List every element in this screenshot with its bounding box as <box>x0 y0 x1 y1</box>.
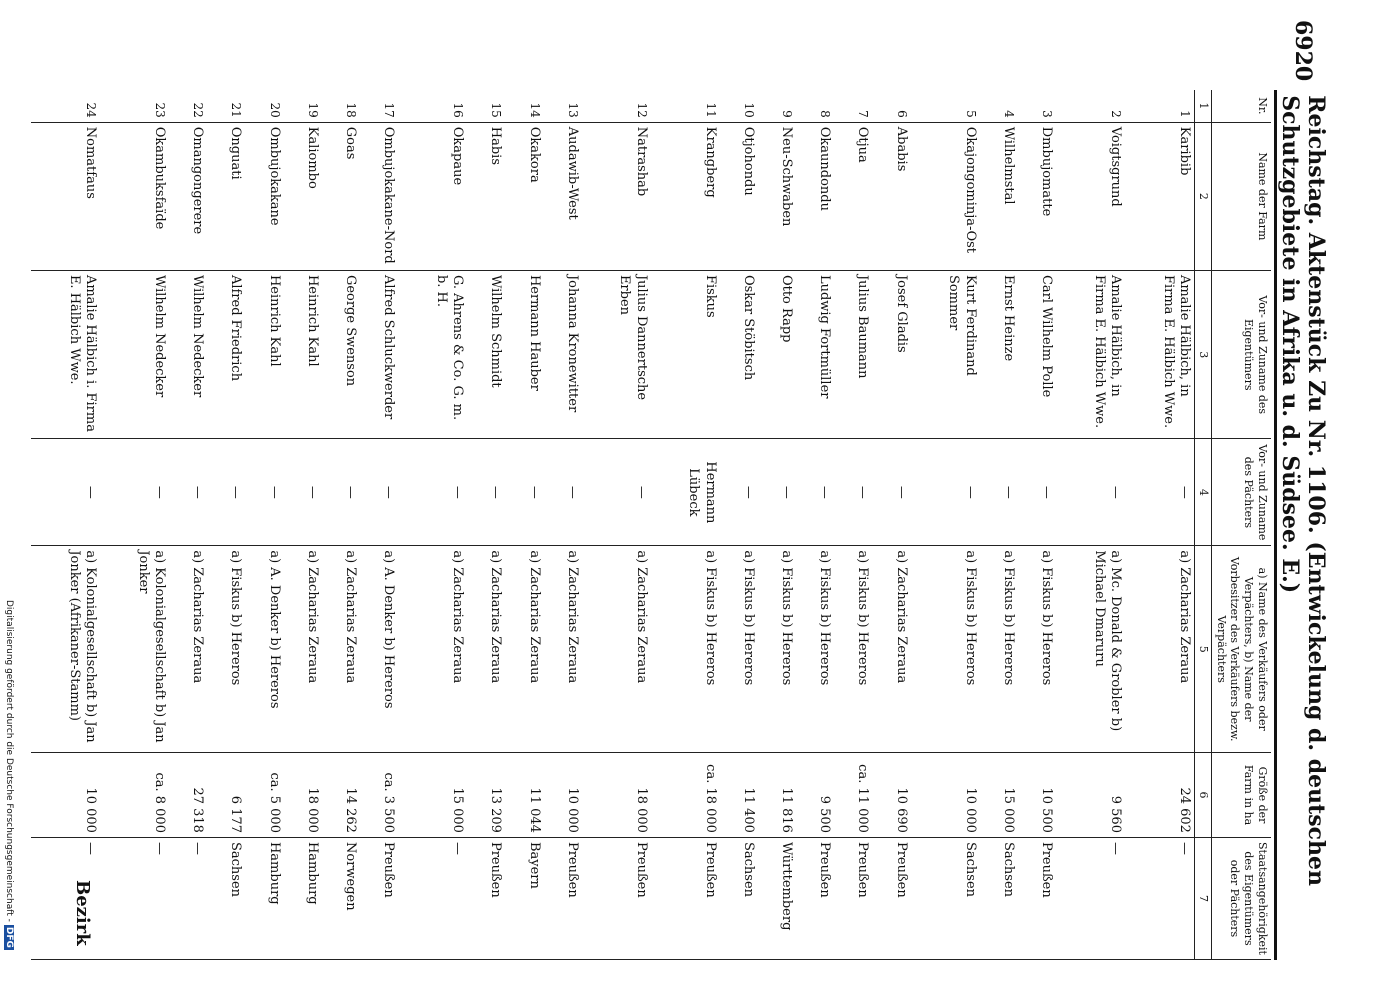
cell-nr: 21 <box>207 90 245 122</box>
cell-nat: — <box>31 837 100 959</box>
cell-pacht: — <box>872 439 910 546</box>
cell-nr: 13 <box>544 90 582 122</box>
table-row <box>207 90 245 960</box>
column-number: 7 <box>1195 837 1212 959</box>
table-row <box>544 90 582 960</box>
table-row <box>1056 90 1125 960</box>
cell-seller: a) Mc. Donald & Grobler b) Michael Dmaruru <box>1056 546 1125 753</box>
cell-seller: a) Zacharias Zeraua <box>322 546 360 753</box>
cell-owner: Julius Baumann <box>834 270 872 439</box>
cell-nr: 23 <box>100 90 169 122</box>
cell-seller: a) A. Denker b) Hereros <box>360 546 398 753</box>
cell-seller: a) Fiskus b) Hereros <box>1018 546 1056 753</box>
column-number: 5 <box>1195 546 1212 753</box>
cell-size: 11 816 <box>758 753 796 838</box>
table-row <box>796 90 834 960</box>
cell-owner: George Swenson <box>322 270 360 439</box>
cell-owner: Julius Dannertsche Erben <box>582 270 651 439</box>
cell-pacht: — <box>100 439 169 546</box>
table-row <box>582 90 651 960</box>
header-rule <box>1274 90 1277 960</box>
cell-nat: Preußen <box>872 837 910 959</box>
table-row <box>651 90 720 960</box>
cell-size: 27 318 <box>169 753 207 838</box>
cell-farm: Omangongerere <box>169 122 207 270</box>
cell-seller: a) Fiskus b) Hereros <box>834 546 872 753</box>
table-row <box>169 90 207 960</box>
cell-farm: Goas <box>322 122 360 270</box>
cell-seller: a) Zacharias Zeraua <box>169 546 207 753</box>
cell-owner: Hermann Hauber <box>505 270 543 439</box>
table-row <box>322 90 360 960</box>
cell-pacht: — <box>834 439 872 546</box>
cell-owner: Alfred Friedrich <box>207 270 245 439</box>
table-row <box>1018 90 1056 960</box>
cell-farm: Okapaue <box>398 122 467 270</box>
cell-farm: Ababis <box>872 122 910 270</box>
cell-owner: Alfred Schluckwerder <box>360 270 398 439</box>
region-label: Bezirk <box>72 880 93 946</box>
farm-table <box>31 90 1271 960</box>
table-row <box>758 90 796 960</box>
cell-owner: Kurt Ferdinand Sommer <box>911 270 980 439</box>
table-row <box>467 90 505 960</box>
cell-farm: Kaliombo <box>284 122 322 270</box>
cell-owner: Amalie Hälbich, in Firma E. Hälbich Wwe. <box>1056 270 1125 439</box>
cell-size: ca. 3 500 <box>360 753 398 838</box>
cell-nr: 8 <box>796 90 834 122</box>
column-number: 6 <box>1195 753 1212 838</box>
cell-nr: 12 <box>582 90 651 122</box>
cell-nr: 7 <box>834 90 872 122</box>
column-number: 3 <box>1195 270 1212 439</box>
cell-seller: a) Fiskus b) Hereros <box>980 546 1018 753</box>
cell-seller: a) Fiskus b) Hereros <box>651 546 720 753</box>
cell-seller: a) Zacharias Zeraua <box>284 546 322 753</box>
cell-pacht: — <box>284 439 322 546</box>
table-row <box>872 90 910 960</box>
cell-nr: 14 <box>505 90 543 122</box>
cell-pacht: — <box>1056 439 1125 546</box>
cell-farm: Okaundondu <box>796 122 834 270</box>
cell-nat: — <box>1056 837 1125 959</box>
cell-nr: 22 <box>169 90 207 122</box>
cell-owner: Josef Gladis <box>872 270 910 439</box>
cell-pacht: — <box>31 439 100 546</box>
cell-seller: a) Fiskus b) Hereros <box>911 546 980 753</box>
cell-nat: Preußen <box>360 837 398 959</box>
table-row <box>505 90 543 960</box>
table-row <box>360 90 398 960</box>
cell-nat: Preußen <box>544 837 582 959</box>
cell-farm: Ombujokakane-Nord <box>360 122 398 270</box>
cell-nat: Sachsen <box>911 837 980 959</box>
cell-nr: 9 <box>758 90 796 122</box>
cell-owner: Wilhelm Nedecker <box>100 270 169 439</box>
cell-nat: — <box>1125 837 1195 959</box>
table-row <box>1125 90 1195 960</box>
cell-pacht: — <box>467 439 505 546</box>
cell-nat: Preußen <box>1018 837 1056 959</box>
cell-farm: Habis <box>467 122 505 270</box>
dfg-logo: DFG <box>4 926 14 948</box>
cell-size: 10 000 <box>911 753 980 838</box>
col-header-size: Größe der Farm in ha <box>1212 753 1272 838</box>
cell-nat: Preußen <box>467 837 505 959</box>
cell-pacht: — <box>796 439 834 546</box>
cell-farm: Audawib-West <box>544 122 582 270</box>
cell-size: 14 262 <box>322 753 360 838</box>
cell-nat: Hamburg <box>245 837 283 959</box>
cell-farm: Ombujokakane <box>245 122 283 270</box>
cell-farm: Otjua <box>834 122 872 270</box>
cell-nat: Preußen <box>796 837 834 959</box>
col-header-seller: a) Name des Verkäufers oder Verpächters, b) Name der Vorbesitzer des Verkäufers bezw. Verpächters <box>1212 546 1272 753</box>
table-body <box>31 90 1195 960</box>
cell-owner: Fiskus <box>651 270 720 439</box>
cell-size: 11 044 <box>505 753 543 838</box>
credit-text: Digitalisierung gefördert durch die Deutsche Forschungsgemeinschaft - <box>4 600 14 922</box>
cell-owner: Ludwig Fortmüller <box>796 270 834 439</box>
table-row <box>720 90 758 960</box>
cell-seller: a) Zacharias Zeraua <box>398 546 467 753</box>
table-row <box>284 90 322 960</box>
cell-nat: — <box>100 837 169 959</box>
cell-pacht: — <box>360 439 398 546</box>
col-header-nr: Nr. <box>1212 90 1272 122</box>
column-number: 1 <box>1195 90 1212 122</box>
cell-seller: a) Fiskus b) Hereros <box>758 546 796 753</box>
page-title: Reichstag. Aktenstück Zu Nr. 1106. (Entwickelung d. deutschen Schutzgebiete in Afrika u. d. Südsee. E.) <box>1277 95 1329 886</box>
cell-farm: Okakora <box>505 122 543 270</box>
cell-pacht: — <box>505 439 543 546</box>
cell-nat: Preußen <box>651 837 720 959</box>
cell-nr: 17 <box>360 90 398 122</box>
cell-owner: Heinrich Kahl <box>245 270 283 439</box>
cell-farm: Okambuksfaïde <box>100 122 169 270</box>
cell-seller: a) Zacharias Zeraua <box>582 546 651 753</box>
column-number: 4 <box>1195 439 1212 546</box>
table-header-row <box>1212 90 1272 960</box>
cell-seller: a) Zacharias Zeraua <box>544 546 582 753</box>
table-row <box>834 90 872 960</box>
cell-nr: 19 <box>284 90 322 122</box>
cell-pacht: — <box>245 439 283 546</box>
table-row <box>398 90 467 960</box>
cell-pacht: Hermann Lübeck <box>651 439 720 546</box>
cell-owner: Carl Wilhelm Polle <box>1018 270 1056 439</box>
cell-seller: a) Fiskus b) Hereros <box>207 546 245 753</box>
cell-owner: Heinrich Kahl <box>284 270 322 439</box>
cell-nr: 10 <box>720 90 758 122</box>
cell-pacht: — <box>911 439 980 546</box>
column-number-row <box>1195 90 1212 960</box>
cell-pacht: — <box>544 439 582 546</box>
cell-farm: Onguati <box>207 122 245 270</box>
cell-owner: Johanna Kronewitter <box>544 270 582 439</box>
cell-owner: Oskar Stöbitsch <box>720 270 758 439</box>
cell-size: 18 000 <box>582 753 651 838</box>
cell-size: 15 000 <box>980 753 1018 838</box>
cell-pacht: — <box>720 439 758 546</box>
column-number: 2 <box>1195 122 1212 270</box>
cell-owner: G. Ahrens & Co. G. m. b. H. <box>398 270 467 439</box>
page-number: 6920 <box>1290 20 1316 82</box>
table-row <box>31 90 100 960</box>
cell-nat: — <box>398 837 467 959</box>
cell-nr: 3 <box>1018 90 1056 122</box>
cell-nr: 2 <box>1056 90 1125 122</box>
col-header-owner: Vor- und Zuname des Eigentümers <box>1212 270 1272 439</box>
cell-owner: Amalie Hälbich, in Firma E. Hälbich Wwe. <box>1125 270 1195 439</box>
page-header <box>1277 20 1329 980</box>
cell-farm: Karibib <box>1125 122 1195 270</box>
cell-farm: Neu-Schwaben <box>758 122 796 270</box>
cell-size: 10 690 <box>872 753 910 838</box>
cell-pacht: — <box>169 439 207 546</box>
cell-nr: 18 <box>322 90 360 122</box>
cell-pacht: — <box>980 439 1018 546</box>
cell-nat: Württemberg <box>758 837 796 959</box>
cell-nr: 24 <box>31 90 100 122</box>
cell-seller: a) Zacharias Zeraua <box>872 546 910 753</box>
cell-seller: a) Zacharias Zeraua <box>505 546 543 753</box>
cell-nat: Norwegen <box>322 837 360 959</box>
cell-owner: Wilhelm Schmidt <box>467 270 505 439</box>
cell-size: ca. 8 000 <box>100 753 169 838</box>
cell-seller: a) Fiskus b) Hereros <box>720 546 758 753</box>
cell-farm: Wilhelmstal <box>980 122 1018 270</box>
cell-nr: 1 <box>1125 90 1195 122</box>
cell-size: 10 000 <box>31 753 100 838</box>
cell-farm: Nomatfaus <box>31 122 100 270</box>
cell-size: ca. 11 000 <box>834 753 872 838</box>
cell-size: 15 000 <box>398 753 467 838</box>
cell-farm: Otjohondu <box>720 122 758 270</box>
cell-farm: Okajongominja-Ost <box>911 122 980 270</box>
cell-nat: Sachsen <box>207 837 245 959</box>
cell-size: 9 500 <box>796 753 834 838</box>
cell-nat: Preußen <box>582 837 651 959</box>
table-row <box>911 90 980 960</box>
cell-pacht: — <box>322 439 360 546</box>
cell-seller: a) Kolonialgesellschaft b) Jan Jonker (Afrikaner-Stamm) <box>31 546 100 753</box>
cell-nat: Hamburg <box>284 837 322 959</box>
cell-size: 24 602 <box>1125 753 1195 838</box>
cell-farm: Dmbujomatte <box>1018 122 1056 270</box>
col-header-pacht: Vor- und Zuname des Pächters <box>1212 439 1272 546</box>
cell-owner: Otto Rapp <box>758 270 796 439</box>
cell-nr: 20 <box>245 90 283 122</box>
cell-seller: a) Zacharias Zeraua <box>467 546 505 753</box>
cell-size: 18 000 <box>284 753 322 838</box>
cell-farm: Voigtsgrund <box>1056 122 1125 270</box>
cell-size: 10 000 <box>544 753 582 838</box>
cell-seller: a) Fiskus b) Hereros <box>796 546 834 753</box>
cell-pacht: — <box>398 439 467 546</box>
cell-pacht: — <box>758 439 796 546</box>
cell-size: ca. 18 000 <box>651 753 720 838</box>
table-row <box>100 90 169 960</box>
cell-owner: Amalie Hälbich i. Firma E. Hälbich Wwe. <box>31 270 100 439</box>
cell-size: 11 400 <box>720 753 758 838</box>
cell-owner: Wilhelm Nedecker <box>169 270 207 439</box>
cell-size: 6 177 <box>207 753 245 838</box>
cell-pacht: — <box>1125 439 1195 546</box>
cell-nat: Preußen <box>834 837 872 959</box>
col-header-farm: Name der Farm <box>1212 122 1272 270</box>
cell-nr: 16 <box>398 90 467 122</box>
cell-nr: 5 <box>911 90 980 122</box>
cell-nat: — <box>169 837 207 959</box>
cell-farm: Natrashab <box>582 122 651 270</box>
cell-seller: a) Zacharias Zeraua <box>1125 546 1195 753</box>
cell-size: ca. 5 000 <box>245 753 283 838</box>
cell-pacht: — <box>1018 439 1056 546</box>
cell-nr: 6 <box>872 90 910 122</box>
cell-size: 9 560 <box>1056 753 1125 838</box>
cell-pacht: — <box>582 439 651 546</box>
cell-seller: a) A. Denker b) Hereros <box>245 546 283 753</box>
cell-seller: a) Kolonialgesellschaft b) Jan Jonker <box>100 546 169 753</box>
cell-nat: Sachsen <box>720 837 758 959</box>
table-row <box>245 90 283 960</box>
cell-farm: Krangberg <box>651 122 720 270</box>
cell-size: 13 209 <box>467 753 505 838</box>
cell-size: 10 500 <box>1018 753 1056 838</box>
cell-nat: Sachsen <box>980 837 1018 959</box>
col-header-nationality: Staatsangehörigkeit des Eigentümers oder Pächters <box>1212 837 1272 959</box>
cell-pacht: — <box>207 439 245 546</box>
cell-nr: 15 <box>467 90 505 122</box>
table-row <box>980 90 1018 960</box>
cell-nr: 4 <box>980 90 1018 122</box>
cell-owner: Ernst Heinze <box>980 270 1018 439</box>
cell-nat: Bayern <box>505 837 543 959</box>
cell-nr: 11 <box>651 90 720 122</box>
digitization-credit <box>2 600 14 995</box>
